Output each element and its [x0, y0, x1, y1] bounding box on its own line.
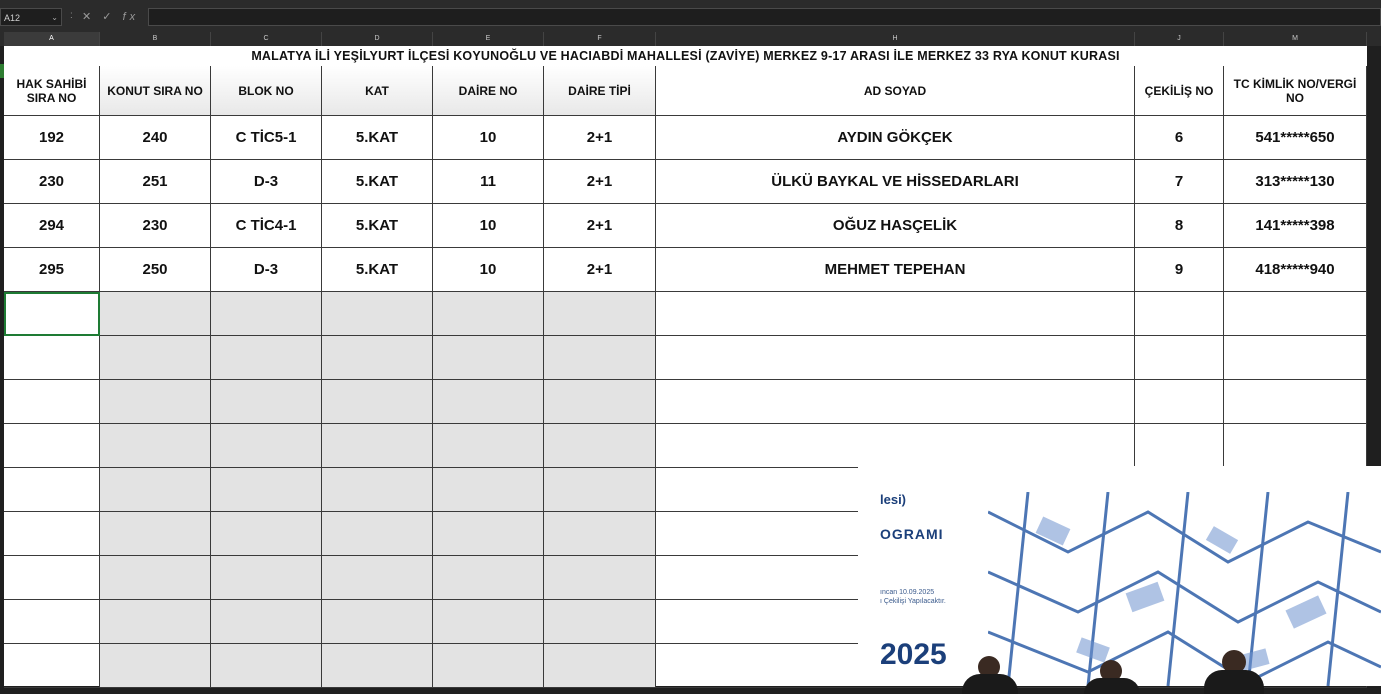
cell-daire-tipi[interactable]: 2+1 — [544, 248, 656, 292]
column-letter-a[interactable]: A — [4, 32, 100, 46]
empty-cell[interactable] — [4, 644, 100, 688]
empty-cell[interactable] — [433, 644, 544, 688]
header-kat[interactable]: KAT — [322, 66, 433, 116]
empty-cell[interactable] — [656, 336, 1135, 380]
empty-cell[interactable] — [544, 380, 656, 424]
name-box[interactable] — [0, 8, 62, 26]
name-box-value: A12 — [4, 13, 21, 23]
cell-daire-no[interactable]: 10 — [433, 248, 544, 292]
cell-kat[interactable]: 5.KAT — [322, 116, 433, 160]
formula-separator: : — [70, 10, 73, 21]
cell-blok-no[interactable]: D-3 — [211, 160, 322, 204]
empty-cell[interactable] — [211, 512, 322, 556]
cell-daire-no[interactable]: 11 — [433, 160, 544, 204]
empty-cell[interactable] — [211, 556, 322, 600]
empty-cell[interactable] — [433, 600, 544, 644]
city-map-graphic — [988, 492, 1381, 686]
cell-kat[interactable]: 5.KAT — [322, 248, 433, 292]
header-daire-no[interactable]: DAİRE NO — [433, 66, 544, 116]
cell-cekilis-no[interactable]: 7 — [1135, 160, 1224, 204]
empty-cell[interactable] — [4, 424, 100, 468]
empty-cell[interactable] — [322, 600, 433, 644]
empty-cell[interactable] — [433, 512, 544, 556]
cell-blok-no[interactable]: C TİC5-1 — [211, 116, 322, 160]
empty-cell[interactable] — [656, 424, 1135, 468]
empty-cell[interactable] — [544, 336, 656, 380]
person-silhouette — [962, 674, 1018, 694]
column-headers — [0, 32, 1381, 46]
overlay-year: 2025 — [880, 638, 947, 671]
empty-cell[interactable] — [100, 336, 211, 380]
empty-cell[interactable] — [211, 292, 322, 336]
empty-cell[interactable] — [100, 600, 211, 644]
empty-cell[interactable] — [100, 556, 211, 600]
cell-kat[interactable]: 5.KAT — [322, 160, 433, 204]
empty-cell[interactable] — [4, 556, 100, 600]
empty-cell[interactable] — [211, 600, 322, 644]
empty-cell[interactable] — [4, 600, 100, 644]
cell-konut-sira-no[interactable]: 230 — [100, 204, 211, 248]
column-letter-e[interactable]: E — [433, 32, 544, 46]
empty-cell[interactable] — [322, 424, 433, 468]
empty-cell[interactable] — [100, 644, 211, 688]
header-tc-kimlik-no[interactable]: TC KİMLİK NO/VERGİ NO — [1224, 66, 1367, 116]
cell-hak-sahibi-sira-no[interactable]: 295 — [4, 248, 100, 292]
empty-cell[interactable] — [1224, 292, 1367, 336]
cell-daire-no[interactable]: 10 — [433, 116, 544, 160]
person-silhouette — [1204, 670, 1264, 694]
empty-cell[interactable] — [100, 380, 211, 424]
cell-tc-kimlik-no[interactable]: 313*****130 — [1224, 160, 1367, 204]
chevron-down-icon[interactable]: ⌄ — [51, 13, 58, 22]
cell-daire-tipi[interactable]: 2+1 — [544, 160, 656, 204]
column-letter-m[interactable]: M — [1224, 32, 1367, 46]
empty-cell[interactable] — [544, 600, 656, 644]
person-silhouette — [1084, 678, 1140, 694]
empty-cell[interactable] — [100, 292, 211, 336]
empty-cell[interactable] — [544, 468, 656, 512]
cell-hak-sahibi-sira-no[interactable]: 294 — [4, 204, 100, 248]
sheet-title: MALATYA İLİ YEŞİLYURT İLÇESİ KOYUNOĞLU VE HACIABDİ MAHALLESİ (ZAVİYE) MERKEZ 9-17 ARASI İLE MERKEZ 33 RYA KONUT KURASI — [251, 49, 1120, 63]
empty-cell[interactable] — [544, 644, 656, 688]
cell-cekilis-no[interactable]: 6 — [1135, 116, 1224, 160]
cell-tc-kimlik-no[interactable]: 418*****940 — [1224, 248, 1367, 292]
cell-daire-no[interactable]: 10 — [433, 204, 544, 248]
empty-cell[interactable] — [322, 556, 433, 600]
column-letter-h[interactable]: H — [656, 32, 1135, 46]
empty-cell[interactable] — [433, 336, 544, 380]
column-letter-c[interactable]: C — [211, 32, 322, 46]
empty-cell[interactable] — [433, 556, 544, 600]
empty-cell[interactable] — [544, 512, 656, 556]
header-hak-sahibi-sira-no[interactable]: HAK SAHİBİ SIRA NO — [4, 66, 100, 116]
empty-cell[interactable] — [322, 644, 433, 688]
video-overlay — [858, 466, 1381, 686]
cell-kat[interactable]: 5.KAT — [322, 204, 433, 248]
cell-cekilis-no[interactable]: 9 — [1135, 248, 1224, 292]
empty-cell[interactable] — [211, 336, 322, 380]
empty-cell[interactable] — [1135, 336, 1224, 380]
overlay-text-2: OGRAMI — [880, 526, 944, 542]
empty-cell[interactable] — [322, 380, 433, 424]
formula-icons — [82, 8, 142, 26]
empty-cell[interactable] — [544, 292, 656, 336]
header-ad-soyad[interactable]: AD SOYAD — [656, 66, 1135, 116]
empty-cell[interactable] — [211, 468, 322, 512]
empty-cell[interactable] — [1135, 292, 1224, 336]
empty-cell[interactable] — [4, 292, 100, 336]
empty-cell[interactable] — [211, 644, 322, 688]
header-blok-no[interactable]: BLOK NO — [211, 66, 322, 116]
empty-cell[interactable] — [544, 424, 656, 468]
column-letter-j[interactable]: J — [1135, 32, 1224, 46]
empty-cell[interactable] — [4, 512, 100, 556]
cell-blok-no[interactable]: D-3 — [211, 248, 322, 292]
cell-konut-sira-no[interactable]: 240 — [100, 116, 211, 160]
empty-cell[interactable] — [656, 292, 1135, 336]
cell-ad-soyad[interactable]: AYDIN GÖKÇEK — [656, 116, 1135, 160]
cell-ad-soyad[interactable]: MEHMET TEPEHAN — [656, 248, 1135, 292]
empty-cell[interactable] — [433, 468, 544, 512]
empty-cell[interactable] — [211, 424, 322, 468]
empty-cell[interactable] — [322, 336, 433, 380]
empty-cell[interactable] — [1135, 424, 1224, 468]
empty-cell[interactable] — [322, 512, 433, 556]
formula-bar — [0, 0, 1381, 33]
empty-cell[interactable] — [1224, 424, 1367, 468]
formula-input[interactable] — [148, 8, 1381, 26]
empty-cell[interactable] — [4, 380, 100, 424]
empty-cell[interactable] — [100, 468, 211, 512]
header-konut-sira-no[interactable]: KONUT SIRA NO — [100, 66, 211, 116]
column-letter-f[interactable]: F — [544, 32, 656, 46]
empty-cell[interactable] — [1224, 380, 1367, 424]
cell-daire-tipi[interactable]: 2+1 — [544, 204, 656, 248]
cell-tc-kimlik-no[interactable]: 541*****650 — [1224, 116, 1367, 160]
column-letter-d[interactable]: D — [322, 32, 433, 46]
empty-cell[interactable] — [1135, 380, 1224, 424]
empty-cell[interactable] — [4, 468, 100, 512]
empty-cell[interactable] — [544, 556, 656, 600]
empty-cell[interactable] — [211, 380, 322, 424]
overlay-date-text: ıncan 10.09.2025 — [880, 589, 935, 596]
cell-daire-tipi[interactable]: 2+1 — [544, 116, 656, 160]
cell-hak-sahibi-sira-no[interactable]: 230 — [4, 160, 100, 204]
empty-cell[interactable] — [433, 380, 544, 424]
empty-cell[interactable] — [322, 468, 433, 512]
cell-tc-kimlik-no[interactable]: 141*****398 — [1224, 204, 1367, 248]
empty-cell[interactable] — [433, 424, 544, 468]
empty-cell[interactable] — [1224, 336, 1367, 380]
empty-cell[interactable] — [322, 292, 433, 336]
cell-konut-sira-no[interactable]: 250 — [100, 248, 211, 292]
empty-cell[interactable] — [656, 380, 1135, 424]
empty-cell[interactable] — [100, 512, 211, 556]
header-cekilis-no[interactable]: ÇEKİLİŞ NO — [1135, 66, 1224, 116]
column-letter-b[interactable]: B — [100, 32, 211, 46]
empty-cell[interactable] — [433, 292, 544, 336]
cell-ad-soyad[interactable]: ÜLKÜ BAYKAL VE HİSSEDARLARI — [656, 160, 1135, 204]
cell-blok-no[interactable]: C TİC4-1 — [211, 204, 322, 248]
cell-ad-soyad[interactable]: OĞUZ HASÇELİK — [656, 204, 1135, 248]
cell-konut-sira-no[interactable]: 251 — [100, 160, 211, 204]
confirm-icon[interactable]: ✓ — [102, 11, 116, 23]
cell-hak-sahibi-sira-no[interactable]: 192 — [4, 116, 100, 160]
cancel-icon[interactable]: ✕ — [82, 11, 96, 23]
empty-cell[interactable] — [4, 336, 100, 380]
header-daire-tipi[interactable]: DAİRE TİPİ — [544, 66, 656, 116]
function-icon[interactable]: fx — [122, 11, 140, 23]
overlay-info-text: ı Çekilişi Yapılacaktır. — [880, 598, 946, 605]
empty-cell[interactable] — [100, 424, 211, 468]
cell-cekilis-no[interactable]: 8 — [1135, 204, 1224, 248]
overlay-text-1: lesi) — [880, 492, 907, 507]
overlay-text-3 — [880, 588, 946, 606]
